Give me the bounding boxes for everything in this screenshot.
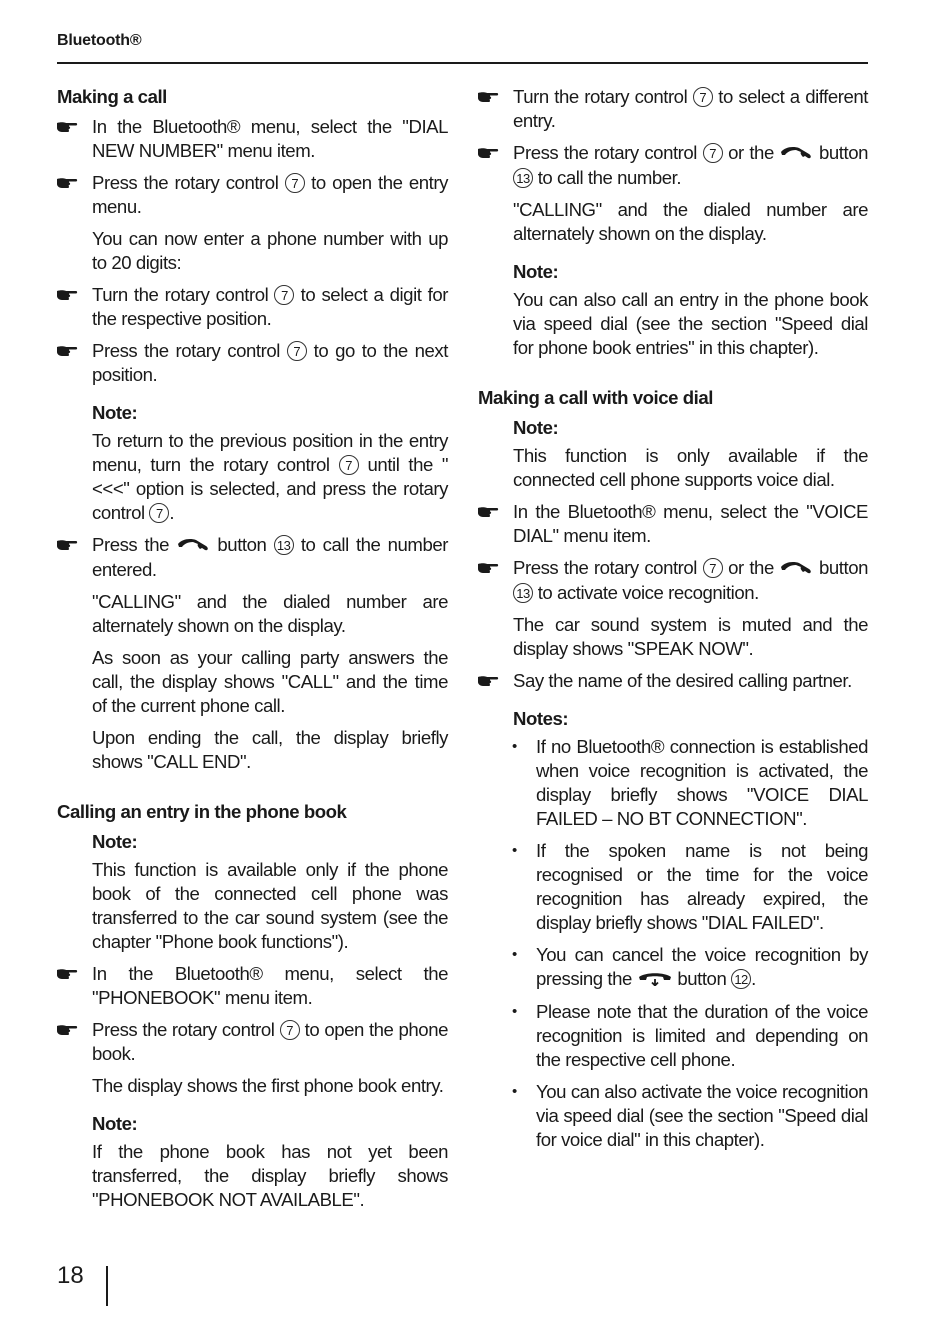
step-text: or the <box>722 142 780 163</box>
rotary-control-ref: 7 <box>339 455 359 475</box>
bullet-text: You can also activate the voice recognition via speed dial (see the section "Speed dial for voice dial" in this chapter). <box>536 1081 868 1150</box>
step-text: to select a digit for the respective position. <box>92 284 448 329</box>
instruction-step <box>57 115 448 163</box>
note-label: Note: <box>92 1113 138 1134</box>
step-text: In the Bluetooth® menu, select the "DIAL NEW NUMBER" menu item. <box>92 116 448 161</box>
body-paragraph: You can now enter a phone number with up to 20 digits: <box>92 228 448 273</box>
pointing-hand-icon <box>477 85 499 109</box>
pointing-hand-icon <box>56 171 78 195</box>
step-text: Turn the rotary control <box>513 86 693 107</box>
note-text: This function is only available if the connected cell phone supports voice dial. <box>513 445 868 490</box>
instruction-step <box>57 962 448 1010</box>
rotary-control-ref: 7 <box>703 143 723 163</box>
instruction-step <box>478 556 868 605</box>
note-text: This function is available only if the phone book of the connected cell phone was transferred to the car sound system (see the chapter "Phone book functions"). <box>92 859 448 952</box>
phone-handset-icon <box>779 142 813 166</box>
step-text: to go to the next position. <box>92 340 448 385</box>
rotary-control-ref: 7 <box>149 503 169 523</box>
pointing-hand-icon <box>56 533 78 557</box>
step-text: to activate voice recognition. <box>533 582 759 603</box>
left-column <box>57 85 448 1220</box>
instruction-step <box>57 339 448 387</box>
step-text: button <box>210 534 274 555</box>
pointing-hand-icon <box>477 141 499 165</box>
step-text: Press the rotary control <box>513 557 703 578</box>
step-text: Say the name of the desired calling partner. <box>513 670 852 691</box>
step-text: or the <box>722 557 780 578</box>
instruction-step <box>57 283 448 331</box>
note-text: If the phone book has not yet been transferred, the display briefly shows "PHONEBOOK NOT AVAILABLE". <box>92 1141 448 1210</box>
note-label: Note: <box>92 831 138 852</box>
step-text: In the Bluetooth® menu, select the "PHONEBOOK" menu item. <box>92 963 448 1008</box>
note-bullet <box>478 1000 868 1072</box>
notes-label: Notes: <box>513 708 569 729</box>
section-heading-voice-dial: Making a call with voice dial <box>478 387 713 408</box>
bullet-dot: • <box>512 1003 517 1020</box>
step-text: to call the number. <box>533 167 682 188</box>
pointing-hand-icon <box>477 556 499 580</box>
note-bullet <box>478 943 868 992</box>
bullet-dot: • <box>512 738 517 755</box>
instruction-step <box>478 500 868 548</box>
step-text: to select a different entry. <box>513 86 868 131</box>
body-paragraph: The car sound system is muted and the display shows "SPEAK NOW". <box>513 614 868 659</box>
bullet-text: If no Bluetooth® connection is established when voice recognition is activated, the display briefly shows "VOICE DIAL FAILED – NO BT CONNECTION". <box>536 736 868 829</box>
rotary-control-ref: 7 <box>703 558 723 578</box>
phone-handset-icon <box>779 557 813 581</box>
bullet-text: Please note that the duration of the voice recognition is limited and depending on the respective cell phone. <box>536 1001 868 1070</box>
note-label: Note: <box>513 261 559 282</box>
footer-divider <box>106 1266 108 1306</box>
note-bullet <box>478 1080 868 1152</box>
rotary-control-ref: 7 <box>274 285 294 305</box>
rotary-control-ref: 7 <box>287 341 307 361</box>
step-text: Press the <box>92 534 177 555</box>
page-number: 18 <box>57 1262 84 1289</box>
pointing-hand-icon <box>56 962 78 986</box>
note-text <box>57 429 448 525</box>
body-paragraph: Upon ending the call, the display briefly shows "CALL END". <box>92 727 448 772</box>
call-button-ref: 13 <box>513 583 533 603</box>
body-paragraph: "CALLING" and the dialed number are alternately shown on the display. <box>513 199 868 244</box>
note-text-part: until the "<<<" option is selected, and press the rotary control <box>92 454 449 523</box>
body-paragraph: As soon as your calling party answers the call, the display shows "CALL" and the time of the current phone call. <box>92 647 448 716</box>
pointing-hand-icon <box>477 669 499 693</box>
bullet-text: button <box>672 968 732 989</box>
step-text: Press the rotary control <box>92 172 285 193</box>
note-bullet <box>478 735 868 831</box>
step-text: In the Bluetooth® menu, select the "VOICE DIAL" menu item. <box>513 501 868 546</box>
bullet-text: . <box>751 968 756 989</box>
step-text: to open the entry menu. <box>92 172 448 217</box>
right-column <box>478 85 868 1160</box>
phone-handset-icon <box>176 534 210 558</box>
section-heading-phone-book: Calling an entry in the phone book <box>57 801 347 822</box>
bullet-text: If the spoken name is not being recognised or the time for the voice recognition has already expired, the display briefly shows "DIAL FAILED". <box>536 840 868 933</box>
body-paragraph: "CALLING" and the dialed number are alternately shown on the display. <box>92 591 448 636</box>
step-text: Press the rotary control <box>513 142 703 163</box>
pointing-hand-icon <box>56 339 78 363</box>
instruction-step <box>57 1018 448 1066</box>
bullet-text: You can cancel the voice recognition by pressing the <box>536 944 868 989</box>
end-button-ref: 12 <box>731 969 751 989</box>
bullet-dot: • <box>512 1083 517 1100</box>
step-text: Turn the rotary control <box>92 284 275 305</box>
end-call-icon <box>637 968 673 992</box>
instruction-step <box>478 669 868 693</box>
call-button-ref: 13 <box>513 168 533 188</box>
note-label: Note: <box>513 417 559 438</box>
instruction-step <box>478 141 868 190</box>
rotary-control-ref: 7 <box>285 173 305 193</box>
note-text-part: . <box>169 502 175 523</box>
step-text: to open the phone book. <box>92 1019 448 1064</box>
instruction-step <box>57 533 448 582</box>
step-text: Press the rotary control <box>92 1019 280 1040</box>
instruction-step <box>57 171 448 219</box>
note-text-part: To return to the previous position in the entry menu, turn the rotary control <box>92 430 448 475</box>
pointing-hand-icon <box>477 500 499 524</box>
step-text: Press the rotary control <box>92 340 287 361</box>
step-text: button <box>813 142 868 163</box>
pointing-hand-icon <box>56 1018 78 1042</box>
call-button-ref: 13 <box>274 535 294 555</box>
step-text: to call the number entered. <box>92 534 448 580</box>
section-heading-making-a-call: Making a call <box>57 86 167 107</box>
bullet-dot: • <box>512 842 517 859</box>
note-bullet <box>478 839 868 935</box>
running-header: Bluetooth® <box>57 32 142 49</box>
note-label: Note: <box>92 402 138 423</box>
header-rule <box>57 62 868 64</box>
rotary-control-ref: 7 <box>280 1020 300 1040</box>
step-text: button <box>813 557 868 578</box>
note-text: You can also call an entry in the phone book via speed dial (see the section "Speed dial for phone book entries" in this chapter). <box>513 289 868 358</box>
pointing-hand-icon <box>56 115 78 139</box>
rotary-control-ref: 7 <box>693 87 713 107</box>
pointing-hand-icon <box>56 283 78 307</box>
bullet-dot: • <box>512 946 517 963</box>
body-paragraph: The display shows the first phone book entry. <box>92 1075 444 1096</box>
instruction-step <box>478 85 868 133</box>
